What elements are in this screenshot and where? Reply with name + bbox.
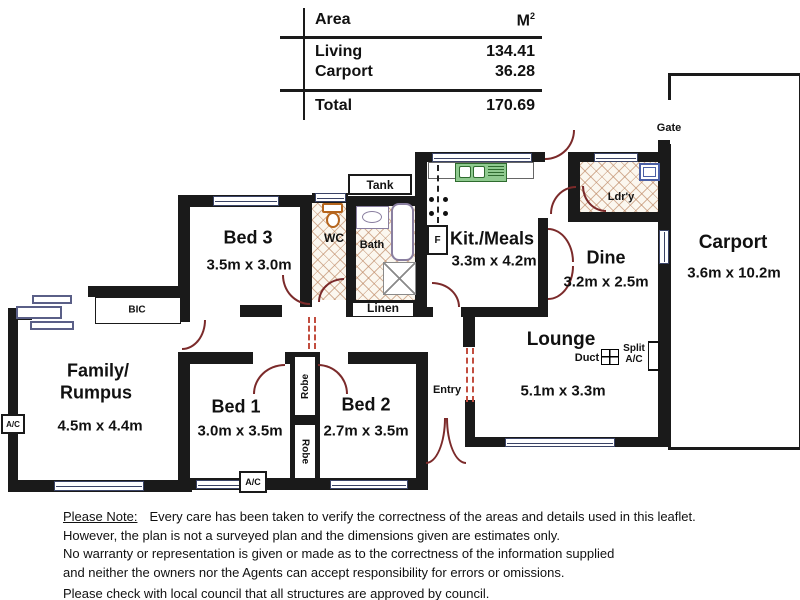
kitchen-counter-dashed-line [437, 165, 439, 223]
living-value: 134.41 [486, 43, 535, 60]
robe-bottom-box [293, 423, 317, 480]
door-arc-bed3 [282, 275, 310, 305]
table-header-area: Area [315, 11, 351, 28]
wall-house-right [658, 140, 670, 447]
vanity-basin-icon [362, 211, 382, 223]
window-kitchen [432, 153, 532, 162]
window-bed3 [213, 196, 279, 206]
tank-label: Tank [366, 177, 394, 192]
bed1-name: Bed 1 [211, 396, 261, 417]
family-name-line2: Rumpus [60, 382, 132, 403]
bed3-dims: 3.5m x 3.0m [206, 256, 292, 274]
bed2-name: Bed 2 [341, 394, 391, 415]
table-row-carport [315, 63, 535, 81]
table-header-unit: $M^2$ [516, 11, 535, 30]
table-row-living [315, 43, 535, 61]
carport-name: Carport [698, 232, 768, 253]
bic-label: BIC [128, 304, 146, 316]
duct-label: Duct [574, 352, 600, 364]
table-row-total [315, 97, 535, 115]
door-arc-dine-upper [548, 228, 574, 262]
ac-bottom-label: A/C [245, 477, 261, 487]
door-arc-kitchen-hall [432, 282, 460, 307]
window-bed2 [330, 480, 408, 489]
door-arc-kitchen-dine [550, 186, 576, 214]
bathtub-icon [391, 203, 414, 261]
family-name-line1: Family/ [66, 360, 130, 381]
entry-label: Entry [432, 384, 462, 396]
family-dims: 4.5m x 4.4m [57, 417, 143, 435]
steps-icon [32, 295, 72, 304]
lounge-dims: 5.1m x 3.3m [520, 382, 606, 400]
bed2-dims: 2.7m x 3.5m [323, 422, 409, 440]
door-arc-entry-right [446, 418, 466, 464]
wc-label: WC [324, 231, 344, 245]
split-ac-unit-icon [648, 341, 660, 371]
sink-basin-icon [473, 166, 485, 178]
carport-outline [668, 73, 800, 450]
carport-area-label: Carport [315, 63, 373, 80]
ac-bottom-box [239, 471, 267, 493]
fridge-box [427, 225, 448, 255]
kitchen-name: Kit./Meals [449, 228, 535, 249]
robe-bottom-label: Robe [299, 439, 311, 464]
toilet-icon [326, 212, 340, 228]
wall-family-right [178, 352, 190, 480]
carport-area-value: 36.28 [494, 63, 535, 80]
table-dot [429, 197, 434, 202]
total-value: 170.69 [486, 97, 535, 114]
bed3-name: Bed 3 [223, 227, 273, 248]
ac-side-label: A/C [6, 419, 20, 429]
split-ac-label: Split A/C [623, 343, 645, 365]
window-family [54, 481, 144, 491]
door-arc-bed1 [253, 364, 285, 394]
table-dot [443, 211, 448, 216]
please-note-label: Please Note: [63, 509, 138, 524]
gate-label: Gate [656, 122, 682, 134]
dashed-opening-hall-right [314, 317, 316, 349]
window-wc [315, 193, 346, 202]
bath-label: Bath [359, 239, 385, 251]
fridge-label: F [434, 234, 441, 246]
door-arc-family [182, 320, 206, 350]
door-arc-entry-left [426, 418, 446, 464]
wall-bed3-bottom [240, 305, 282, 317]
sink-basin-icon [459, 166, 471, 178]
disclaimer-text: Please Note: Every care has been taken to verify the correctness of the areas and details used in this leaflet. However, the plan is not a surveyed plan and the dimensions given are estimates only. No warranty or representation is given or made as to the correctness of the information supplied and neither the owners nor the Agents can accept responsibility for errors or omissions. Please check with local council that all structures are approved by council. [63, 509, 696, 600]
wall-bic-top [88, 286, 188, 297]
wall-bed1-top-west [185, 352, 253, 364]
laundry-tub-inner [643, 167, 656, 177]
steps-icon [30, 321, 74, 330]
wall-dine-left [538, 218, 548, 317]
kitchen-dims: 3.3m x 4.2m [451, 252, 537, 270]
sink-drainer-icon [488, 166, 504, 178]
wall-wc-right [346, 196, 356, 317]
carport-dims: 3.6m x 10.2m [687, 264, 781, 282]
table-dot [429, 211, 434, 216]
tank-box [348, 174, 412, 195]
table-dot [443, 197, 448, 202]
steps-icon [16, 306, 62, 319]
dine-name: Dine [586, 247, 626, 268]
dine-dims: 3.2m x 2.5m [563, 273, 649, 291]
bed1-dims: 3.0m x 3.5m [197, 422, 283, 440]
robe-top-label: Robe [299, 373, 311, 399]
door-arc-bed2 [318, 364, 348, 394]
wall-kitchen-left [415, 152, 427, 317]
laundry-label: Ldr'y [607, 191, 635, 203]
shower-icon [383, 262, 416, 295]
table-rule-bottom [280, 89, 542, 92]
window-dine-carport [659, 230, 669, 264]
linen-label: Linen [367, 301, 399, 315]
dashed-opening-entry-right [472, 348, 474, 402]
dashed-opening-hall-left [308, 317, 310, 349]
wall-lounge-left-upper [463, 317, 475, 347]
wall-family-left [8, 308, 18, 492]
window-laundry [594, 153, 638, 162]
living-label: Living [315, 43, 363, 60]
wall-kitchen-bottom-east [461, 307, 548, 317]
table-rule-top [280, 36, 542, 39]
dashed-opening-entry-left [466, 348, 468, 402]
lounge-name: Lounge [526, 329, 596, 350]
robe-top-box [293, 355, 317, 417]
wall-lounge-left-lower [465, 400, 475, 442]
ac-side-box [1, 414, 25, 434]
window-bed1 [196, 480, 242, 489]
wall-laundry-bottom [568, 212, 670, 222]
total-label: Total [315, 97, 353, 114]
table-vertical-rule [303, 8, 305, 120]
table-header-row [315, 11, 535, 30]
window-lounge [505, 438, 615, 447]
duct-grid-icon [601, 349, 619, 365]
